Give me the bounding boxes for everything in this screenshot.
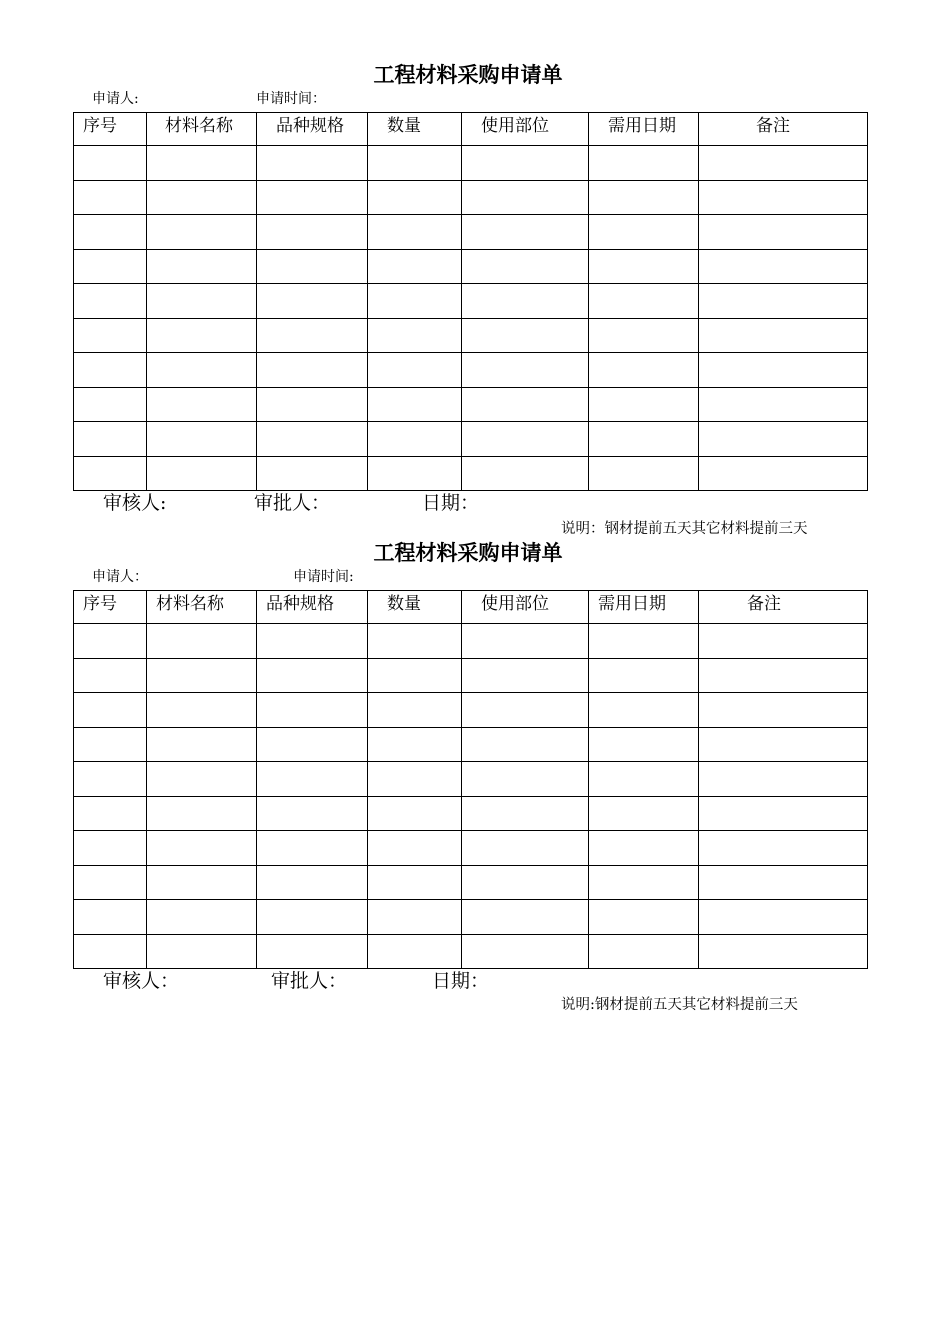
table-cell[interactable] [147, 146, 257, 181]
table-cell[interactable] [368, 284, 462, 319]
table-cell[interactable] [368, 249, 462, 284]
table-row [74, 865, 868, 900]
table-row [74, 900, 868, 935]
table-cell[interactable] [462, 865, 589, 900]
table-cell[interactable] [257, 762, 368, 797]
table-cell[interactable] [699, 215, 868, 250]
table-cell[interactable] [257, 900, 368, 935]
table-cell[interactable] [589, 831, 699, 866]
header-cell: 品种规格 [257, 113, 368, 146]
table-cell[interactable] [368, 456, 462, 491]
table-cell[interactable] [147, 284, 257, 319]
table-cell[interactable] [257, 180, 368, 215]
table-row [74, 146, 868, 181]
table-cell[interactable] [74, 180, 147, 215]
header-cell: 需用日期 [589, 591, 699, 624]
approver-label: 审批人： [254, 492, 331, 514]
form-title: 工程材料采购申请单 [373, 62, 563, 87]
table-cell[interactable] [368, 934, 462, 969]
table-cell[interactable] [257, 693, 368, 728]
table-cell[interactable] [257, 796, 368, 831]
table-cell[interactable] [368, 693, 462, 728]
table-cell[interactable] [462, 146, 589, 181]
table-row [74, 180, 868, 215]
table-cell[interactable] [589, 934, 699, 969]
table-cell[interactable] [462, 180, 589, 215]
table-cell[interactable] [147, 180, 257, 215]
table-cell[interactable] [147, 831, 257, 866]
table-cell[interactable] [699, 693, 868, 728]
table-cell[interactable] [74, 796, 147, 831]
table-cell[interactable] [462, 249, 589, 284]
table-cell[interactable] [462, 762, 589, 797]
table-cell[interactable] [147, 215, 257, 250]
table-cell[interactable] [74, 249, 147, 284]
table-cell[interactable] [257, 215, 368, 250]
table-cell[interactable] [699, 146, 868, 181]
table-cell[interactable] [74, 215, 147, 250]
table-row [74, 693, 868, 728]
table-cell[interactable] [257, 456, 368, 491]
table-cell[interactable] [74, 900, 147, 935]
table-cell[interactable] [368, 865, 462, 900]
table-cell[interactable] [257, 831, 368, 866]
table-cell[interactable] [74, 762, 147, 797]
table-cell[interactable] [589, 900, 699, 935]
table-cell[interactable] [74, 831, 147, 866]
table-cell[interactable] [589, 727, 699, 762]
table-cell[interactable] [589, 387, 699, 422]
header-cell: 材料名称 [147, 113, 257, 146]
approver-label: 审批人： [271, 970, 348, 992]
table-cell[interactable] [147, 762, 257, 797]
table-cell[interactable] [257, 318, 368, 353]
table-cell[interactable] [699, 796, 868, 831]
table-cell[interactable] [74, 624, 147, 659]
header-cell: 数量 [368, 591, 462, 624]
table-cell[interactable] [74, 934, 147, 969]
header-cell: 材料名称 [147, 591, 257, 624]
table-cell[interactable] [368, 387, 462, 422]
reviewer-label: 审核人: [103, 492, 167, 514]
table-cell[interactable] [74, 422, 147, 457]
table-cell[interactable] [699, 934, 868, 969]
table-cell[interactable] [74, 387, 147, 422]
date-label: 日期： [422, 492, 480, 514]
table-cell[interactable] [147, 900, 257, 935]
table-cell[interactable] [589, 762, 699, 797]
table-cell[interactable] [589, 318, 699, 353]
table-cell[interactable] [699, 456, 868, 491]
table-cell[interactable] [462, 456, 589, 491]
table-cell[interactable] [368, 762, 462, 797]
table-row [74, 353, 868, 388]
table-cell[interactable] [147, 727, 257, 762]
table-cell[interactable] [589, 180, 699, 215]
table-row [74, 831, 868, 866]
table-row [74, 934, 868, 969]
table-cell[interactable] [147, 456, 257, 491]
table-row [74, 249, 868, 284]
form-title: 工程材料采购申请单 [373, 540, 563, 565]
header-cell: 备注 [699, 591, 868, 624]
table-cell[interactable] [147, 658, 257, 693]
table-cell[interactable] [462, 900, 589, 935]
table-cell[interactable] [589, 422, 699, 457]
table-cell[interactable] [462, 796, 589, 831]
table-row [74, 796, 868, 831]
table-cell[interactable] [589, 796, 699, 831]
table-cell[interactable] [147, 249, 257, 284]
table-cell[interactable] [462, 934, 589, 969]
applicant-label: 申请人： [92, 569, 148, 585]
table-cell[interactable] [699, 865, 868, 900]
table-cell[interactable] [699, 422, 868, 457]
table-row [74, 624, 868, 659]
table-header-row [74, 113, 868, 146]
table-cell[interactable] [589, 693, 699, 728]
table-cell[interactable] [589, 456, 699, 491]
table-cell[interactable] [699, 284, 868, 319]
table-cell[interactable] [699, 249, 868, 284]
table-cell[interactable] [147, 353, 257, 388]
table-cell[interactable] [368, 353, 462, 388]
table-cell[interactable] [699, 727, 868, 762]
table-row [74, 762, 868, 797]
table-row [74, 422, 868, 457]
table-cell[interactable] [74, 727, 147, 762]
apply-time-label: 申请时间： [256, 91, 326, 107]
materials-table [73, 112, 868, 491]
table-cell[interactable] [74, 693, 147, 728]
table-cell[interactable] [74, 318, 147, 353]
table-row [74, 284, 868, 319]
table-cell[interactable] [257, 624, 368, 659]
table-cell[interactable] [147, 934, 257, 969]
table-cell[interactable] [74, 146, 147, 181]
table-cell[interactable] [74, 284, 147, 319]
table-cell[interactable] [257, 658, 368, 693]
table-row [74, 387, 868, 422]
table-cell[interactable] [699, 318, 868, 353]
header-cell: 需用日期 [589, 113, 699, 146]
table-cell[interactable] [257, 249, 368, 284]
header-cell: 使用部位 [462, 591, 589, 624]
table-cell[interactable] [368, 727, 462, 762]
table-cell[interactable] [589, 249, 699, 284]
table-cell[interactable] [699, 387, 868, 422]
table-cell[interactable] [589, 658, 699, 693]
table-cell[interactable] [257, 284, 368, 319]
table-row [74, 215, 868, 250]
table-cell[interactable] [462, 318, 589, 353]
materials-table [73, 590, 868, 969]
apply-time-label: 申请时间: [293, 569, 354, 585]
header-cell: 备注 [699, 113, 868, 146]
table-cell[interactable] [462, 693, 589, 728]
table-row [74, 727, 868, 762]
table-cell[interactable] [589, 215, 699, 250]
table-cell[interactable] [699, 831, 868, 866]
table-cell[interactable] [368, 900, 462, 935]
table-cell[interactable] [257, 146, 368, 181]
table-cell[interactable] [462, 284, 589, 319]
header-cell: 品种规格 [257, 591, 368, 624]
table-cell[interactable] [368, 180, 462, 215]
header-cell: 序号 [74, 113, 147, 146]
table-row [74, 456, 868, 491]
header-cell: 使用部位 [462, 113, 589, 146]
table-cell[interactable] [368, 146, 462, 181]
applicant-label: 申请人: [92, 91, 139, 107]
table-cell[interactable] [699, 624, 868, 659]
table-cell[interactable] [589, 284, 699, 319]
table-cell[interactable] [147, 693, 257, 728]
table-cell[interactable] [462, 353, 589, 388]
table-row [74, 658, 868, 693]
table-cell[interactable] [589, 146, 699, 181]
table-cell[interactable] [368, 215, 462, 250]
table-cell[interactable] [147, 624, 257, 659]
table-cell[interactable] [368, 831, 462, 866]
table-cell[interactable] [699, 658, 868, 693]
note-text: 说明:钢材提前五天其它材料提前三天 [561, 997, 798, 1013]
table-row [74, 318, 868, 353]
date-label: 日期： [432, 970, 490, 992]
table-cell[interactable] [147, 865, 257, 900]
note-text: 说明：钢材提前五天其它材料提前三天 [561, 521, 808, 537]
table-cell[interactable] [368, 318, 462, 353]
table-cell[interactable] [147, 318, 257, 353]
table-cell[interactable] [462, 727, 589, 762]
table-cell[interactable] [699, 762, 868, 797]
table-cell[interactable] [462, 831, 589, 866]
table-cell[interactable] [368, 422, 462, 457]
header-cell: 数量 [368, 113, 462, 146]
table-cell[interactable] [74, 456, 147, 491]
table-cell[interactable] [589, 624, 699, 659]
table-cell[interactable] [74, 865, 147, 900]
reviewer-label: 审核人： [103, 970, 180, 992]
table-cell[interactable] [74, 353, 147, 388]
table-header-row [74, 591, 868, 624]
table-cell[interactable] [462, 215, 589, 250]
table-cell[interactable] [462, 624, 589, 659]
table-cell[interactable] [147, 796, 257, 831]
table-cell[interactable] [257, 865, 368, 900]
table-cell[interactable] [257, 727, 368, 762]
table-cell[interactable] [699, 353, 868, 388]
table-cell[interactable] [257, 353, 368, 388]
table-cell[interactable] [257, 422, 368, 457]
table-cell[interactable] [147, 387, 257, 422]
table-cell[interactable] [257, 934, 368, 969]
table-cell[interactable] [257, 387, 368, 422]
table-cell[interactable] [368, 658, 462, 693]
table-cell[interactable] [462, 658, 589, 693]
table-cell[interactable] [462, 422, 589, 457]
table-cell[interactable] [699, 900, 868, 935]
table-cell[interactable] [368, 796, 462, 831]
table-cell[interactable] [74, 658, 147, 693]
table-cell[interactable] [589, 865, 699, 900]
table-cell[interactable] [462, 387, 589, 422]
header-cell: 序号 [74, 591, 147, 624]
table-cell[interactable] [368, 624, 462, 659]
table-cell[interactable] [147, 422, 257, 457]
table-cell[interactable] [589, 353, 699, 388]
table-cell[interactable] [699, 180, 868, 215]
